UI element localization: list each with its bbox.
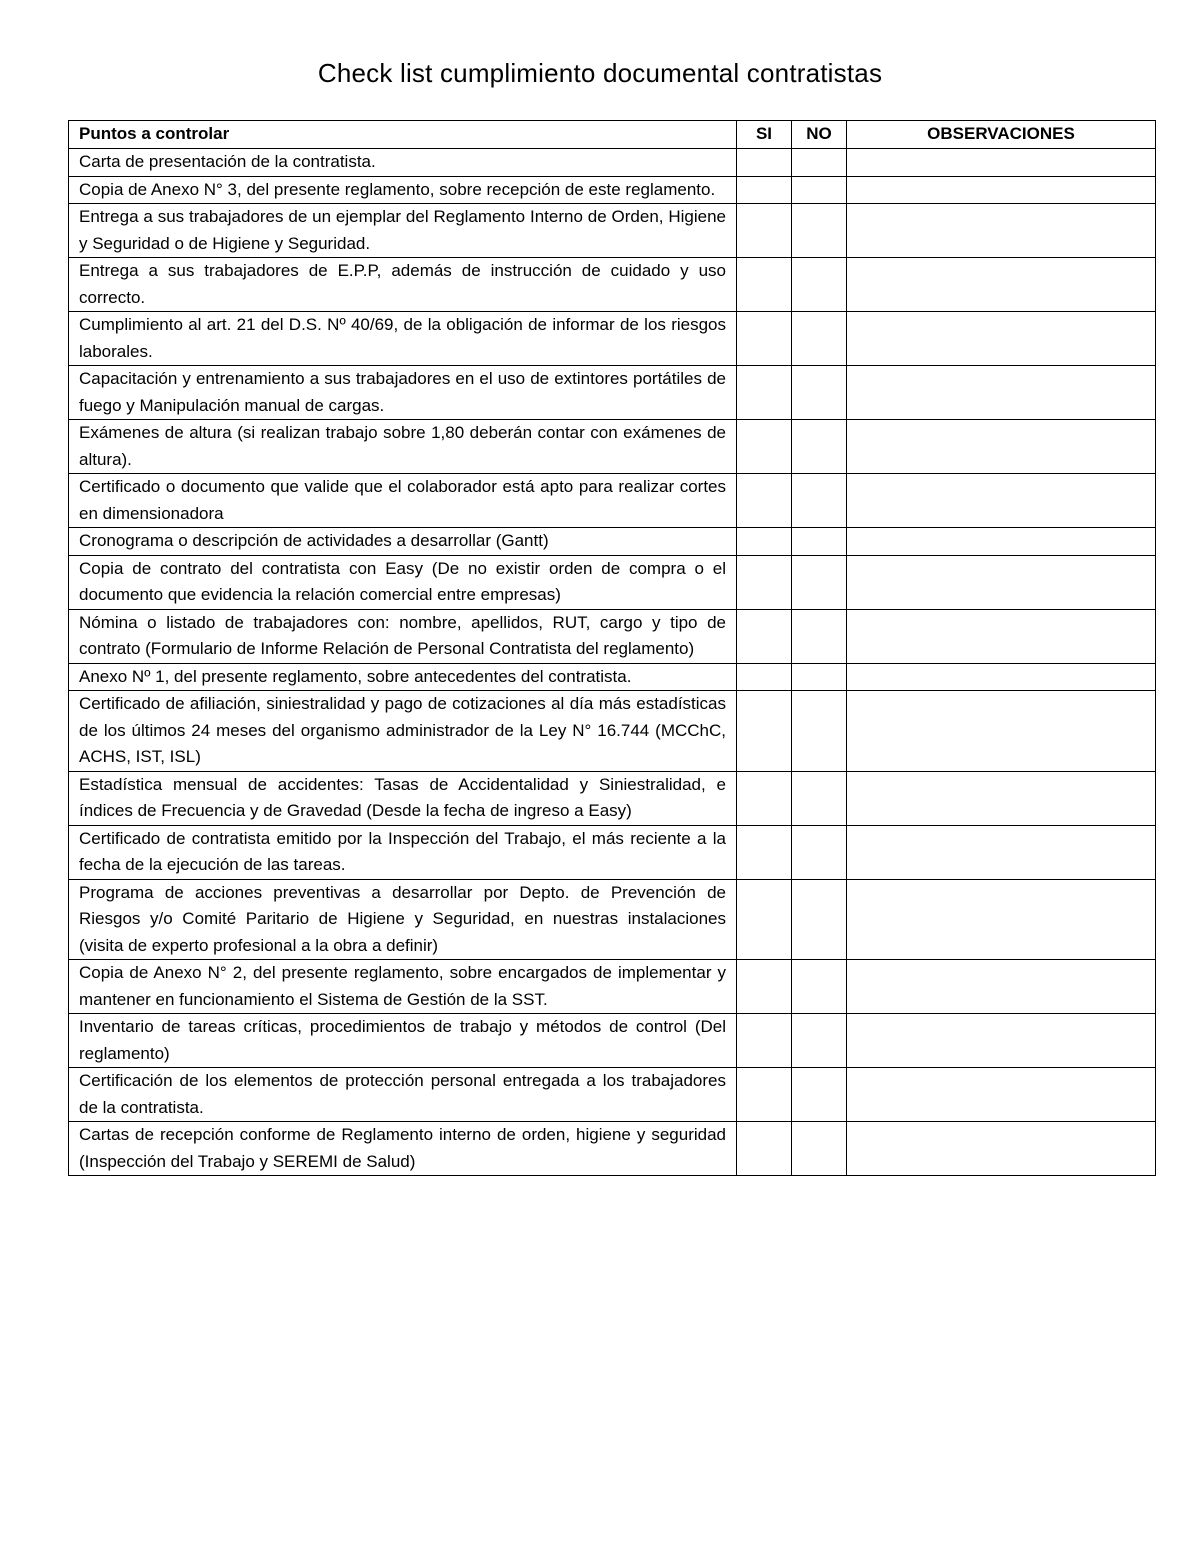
no-cell[interactable] xyxy=(792,771,847,825)
no-cell[interactable] xyxy=(792,879,847,960)
observations-cell[interactable] xyxy=(847,1014,1156,1068)
si-cell[interactable] xyxy=(737,879,792,960)
si-cell[interactable] xyxy=(737,663,792,691)
control-point-text: Capacitación y entrenamiento a sus trabajadores en el uso de extintores portátiles de fuego y Manipulación manual de cargas. xyxy=(69,366,737,420)
control-point-text: Entrega a sus trabajadores de E.P.P, además de instrucción de cuidado y uso correcto. xyxy=(69,258,737,312)
no-cell[interactable] xyxy=(792,825,847,879)
no-cell[interactable] xyxy=(792,366,847,420)
table-row xyxy=(69,879,1156,960)
header-si: SI xyxy=(737,121,792,149)
no-cell[interactable] xyxy=(792,960,847,1014)
table-row xyxy=(69,420,1156,474)
si-cell[interactable] xyxy=(737,609,792,663)
no-cell[interactable] xyxy=(792,609,847,663)
control-point-text: Nómina o listado de trabajadores con: nombre, apellidos, RUT, cargo y tipo de contrato (Formulario de Informe Relación de Personal Contratista del reglamento) xyxy=(69,609,737,663)
observations-cell[interactable] xyxy=(847,204,1156,258)
table-row xyxy=(69,474,1156,528)
si-cell[interactable] xyxy=(737,960,792,1014)
si-cell[interactable] xyxy=(737,258,792,312)
si-cell[interactable] xyxy=(737,366,792,420)
observations-cell[interactable] xyxy=(847,609,1156,663)
page-title: Check list cumplimiento documental contratistas xyxy=(317,58,883,88)
control-point-text: Entrega a sus trabajadores de un ejemplar del Reglamento Interno de Orden, Higiene y Seguridad o de Higiene y Seguridad. xyxy=(69,204,737,258)
control-point-text: Certificación de los elementos de protección personal entregada a los trabajadores de la contratista. xyxy=(69,1068,737,1122)
control-point-text: Cumplimiento al art. 21 del D.S. Nº 40/69, de la obligación de informar de los riesgos laborales. xyxy=(69,312,737,366)
no-cell[interactable] xyxy=(792,474,847,528)
header-row xyxy=(69,121,1156,149)
observations-cell[interactable] xyxy=(847,149,1156,177)
si-cell[interactable] xyxy=(737,1014,792,1068)
table-row xyxy=(69,1068,1156,1122)
header-no: NO xyxy=(792,121,847,149)
observations-cell[interactable] xyxy=(847,176,1156,204)
table-row xyxy=(69,1014,1156,1068)
header-points: Puntos a controlar xyxy=(69,121,737,149)
no-cell[interactable] xyxy=(792,204,847,258)
control-point-text: Estadística mensual de accidentes: Tasas de Accidentalidad y Siniestralidad, e índices de Frecuencia y de Gravedad (Desde la fecha de ingreso a Easy) xyxy=(69,771,737,825)
table-row xyxy=(69,204,1156,258)
observations-cell[interactable] xyxy=(847,1122,1156,1176)
no-cell[interactable] xyxy=(792,691,847,772)
table-row xyxy=(69,258,1156,312)
observations-cell[interactable] xyxy=(847,825,1156,879)
si-cell[interactable] xyxy=(737,176,792,204)
observations-cell[interactable] xyxy=(847,879,1156,960)
si-cell[interactable] xyxy=(737,771,792,825)
observations-cell[interactable] xyxy=(847,366,1156,420)
control-point-text: Inventario de tareas críticas, procedimientos de trabajo y métodos de control (Del reglamento) xyxy=(69,1014,737,1068)
table-row xyxy=(69,149,1156,177)
table-row xyxy=(69,528,1156,556)
observations-cell[interactable] xyxy=(847,555,1156,609)
no-cell[interactable] xyxy=(792,555,847,609)
observations-cell[interactable] xyxy=(847,312,1156,366)
table-row xyxy=(69,825,1156,879)
no-cell[interactable] xyxy=(792,663,847,691)
no-cell[interactable] xyxy=(792,258,847,312)
control-point-text: Exámenes de altura (si realizan trabajo sobre 1,80 deberán contar con exámenes de altura). xyxy=(69,420,737,474)
observations-cell[interactable] xyxy=(847,420,1156,474)
table-row xyxy=(69,555,1156,609)
control-point-text: Copia de Anexo N° 3, del presente reglamento, sobre recepción de este reglamento. xyxy=(69,176,737,204)
table-row xyxy=(69,176,1156,204)
control-point-text: Anexo Nº 1, del presente reglamento, sobre antecedentes del contratista. xyxy=(69,663,737,691)
table-row xyxy=(69,366,1156,420)
control-point-text: Carta de presentación de la contratista. xyxy=(69,149,737,177)
control-point-text: Certificado de afiliación, siniestralidad y pago de cotizaciones al día más estadísticas de los últimos 24 meses del organismo administrador de la Ley N° 16.744 (MCChC, ACHS, IST, ISL) xyxy=(69,691,737,772)
no-cell[interactable] xyxy=(792,149,847,177)
si-cell[interactable] xyxy=(737,149,792,177)
si-cell[interactable] xyxy=(737,825,792,879)
si-cell[interactable] xyxy=(737,312,792,366)
table-row xyxy=(69,609,1156,663)
si-cell[interactable] xyxy=(737,555,792,609)
control-point-text: Copia de Anexo N° 2, del presente reglamento, sobre encargados de implementar y mantener en funcionamiento el Sistema de Gestión de la SST. xyxy=(69,960,737,1014)
control-point-text: Copia de contrato del contratista con Easy (De no existir orden de compra o el documento que evidencia la relación comercial entre empresas) xyxy=(69,555,737,609)
no-cell[interactable] xyxy=(792,176,847,204)
observations-cell[interactable] xyxy=(847,474,1156,528)
no-cell[interactable] xyxy=(792,1014,847,1068)
observations-cell[interactable] xyxy=(847,258,1156,312)
control-point-text: Programa de acciones preventivas a desarrollar por Depto. de Prevención de Riesgos y/o Comité Paritario de Higiene y Seguridad, en nuestras instalaciones (visita de experto profesional a la obra a definir) xyxy=(69,879,737,960)
si-cell[interactable] xyxy=(737,528,792,556)
si-cell[interactable] xyxy=(737,474,792,528)
control-point-text: Certificado o documento que valide que el colaborador está apto para realizar cortes en dimensionadora xyxy=(69,474,737,528)
table-row xyxy=(69,771,1156,825)
table-row xyxy=(69,691,1156,772)
observations-cell[interactable] xyxy=(847,960,1156,1014)
no-cell[interactable] xyxy=(792,528,847,556)
no-cell[interactable] xyxy=(792,420,847,474)
observations-cell[interactable] xyxy=(847,663,1156,691)
checklist-table xyxy=(68,120,1156,1176)
si-cell[interactable] xyxy=(737,420,792,474)
si-cell[interactable] xyxy=(737,691,792,772)
observations-cell[interactable] xyxy=(847,1068,1156,1122)
no-cell[interactable] xyxy=(792,1068,847,1122)
observations-cell[interactable] xyxy=(847,528,1156,556)
observations-cell[interactable] xyxy=(847,691,1156,772)
no-cell[interactable] xyxy=(792,1122,847,1176)
header-observations: OBSERVACIONES xyxy=(847,121,1156,149)
table-row xyxy=(69,1122,1156,1176)
si-cell[interactable] xyxy=(737,204,792,258)
observations-cell[interactable] xyxy=(847,771,1156,825)
si-cell[interactable] xyxy=(737,1068,792,1122)
si-cell[interactable] xyxy=(737,1122,792,1176)
control-point-text: Certificado de contratista emitido por la Inspección del Trabajo, el más reciente a la fecha de la ejecución de las tareas. xyxy=(69,825,737,879)
control-point-text: Cartas de recepción conforme de Reglamento interno de orden, higiene y seguridad (Inspección del Trabajo y SEREMI de Salud) xyxy=(69,1122,737,1176)
table-row xyxy=(69,663,1156,691)
no-cell[interactable] xyxy=(792,312,847,366)
table-row xyxy=(69,312,1156,366)
table-row xyxy=(69,960,1156,1014)
control-point-text: Cronograma o descripción de actividades a desarrollar (Gantt) xyxy=(69,528,737,556)
